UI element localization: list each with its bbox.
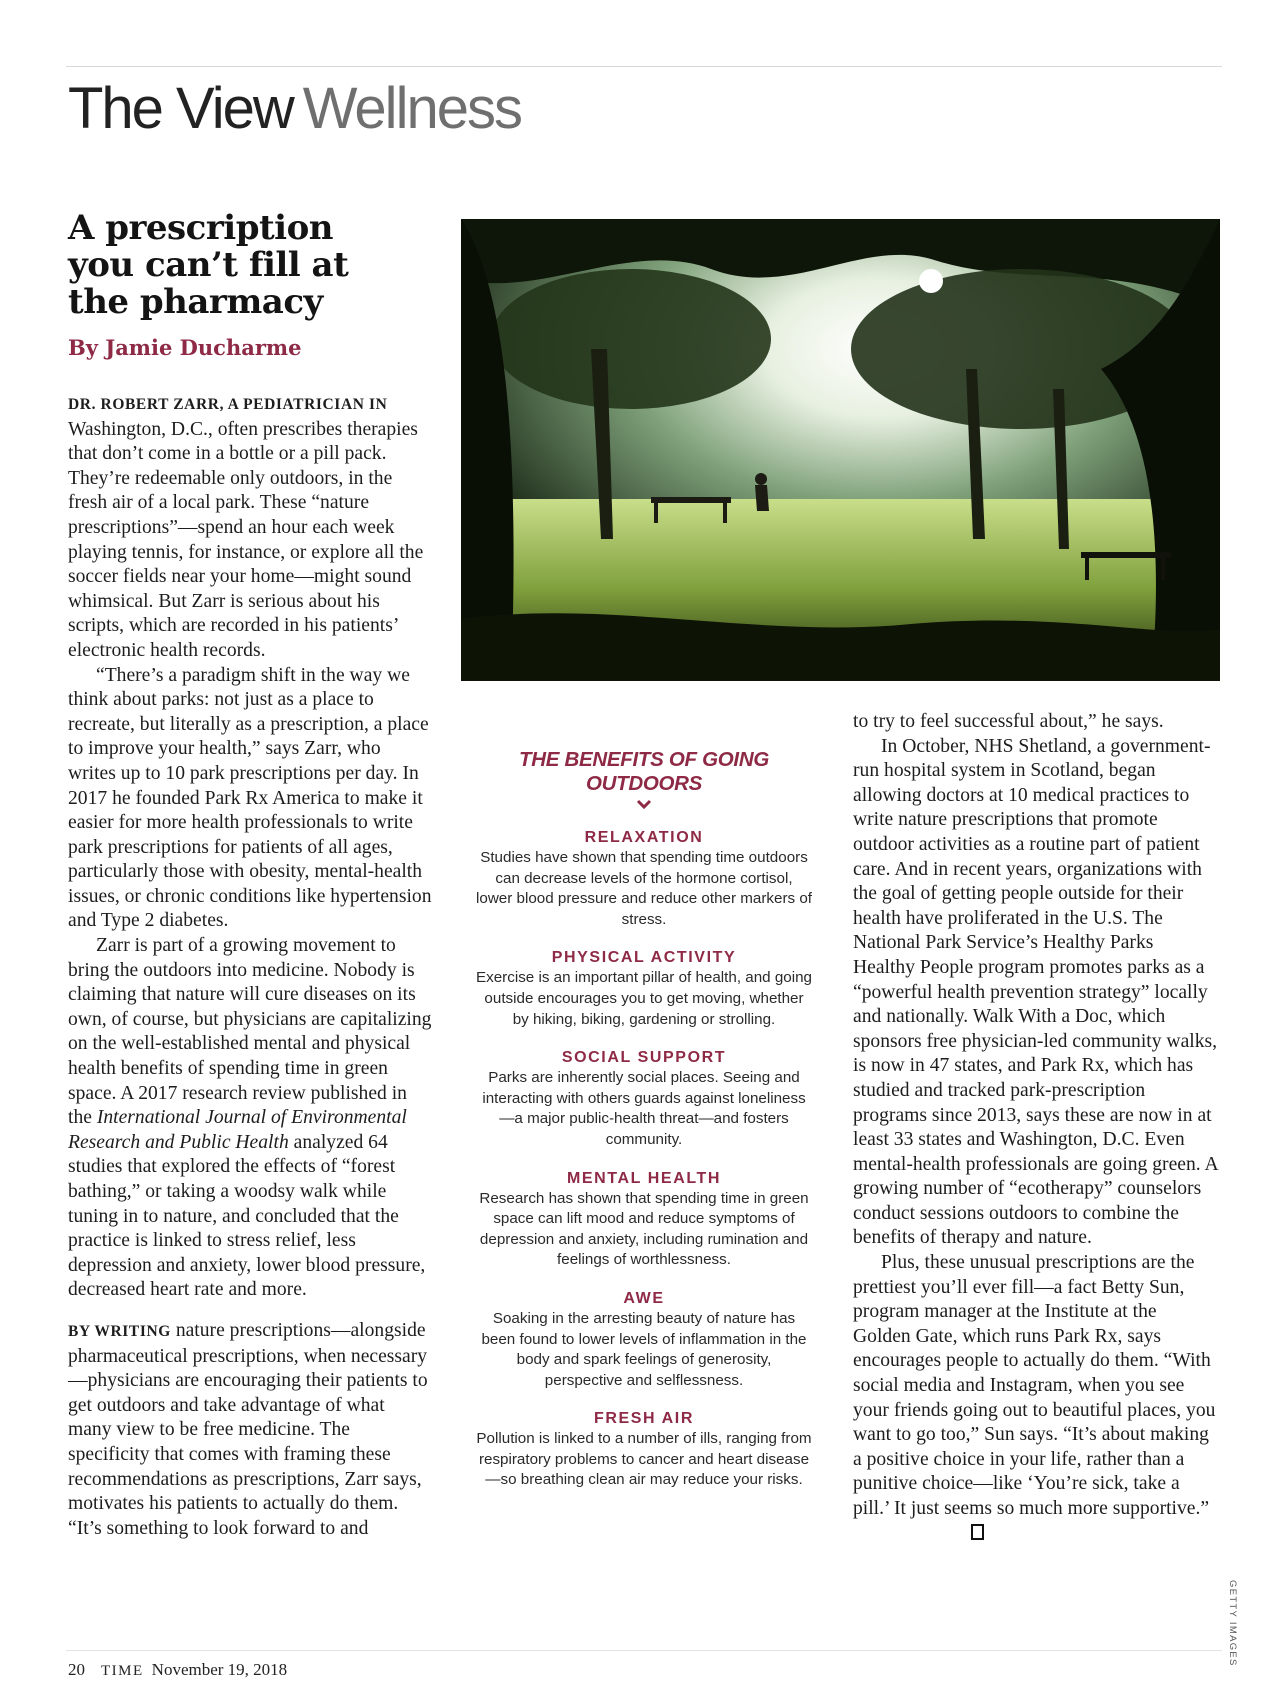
article-headline: A prescription you can’t fill at the pharmacy [68,208,349,322]
benefit-text: Research has shown that spending time in green space can lift mood and reduce symptoms of depression and anxiety, including rumination and feelings of worthlessness. [479,1189,809,1269]
benefit-item [474,1169,814,1271]
park-photo [461,219,1220,681]
benefit-heading: MENTAL HEALTH [566,1169,722,1187]
benefit-heading: SOCIAL SUPPORT [561,1049,727,1067]
issue-date: November 19, 2018 [151,1660,288,1679]
benefit-heading: RELAXATION [584,829,704,846]
bottom-rule [66,1650,1222,1651]
journal-title: International Journal of Environmental Research and Public Health [68,1107,407,1153]
section-name: The View [68,76,293,141]
benefit-text: Studies have shown that spending time outdoors can decrease levels of the hormone cortisol, lower blood pressure and reduce other markers of stress. [476,849,812,928]
lead-in: BY WRITING [68,1322,171,1340]
paragraph: Zarr is part of a growing movement to bring the outdoors into medicine. Nobody is claiming that nature will cure diseases on its own, of course, but physicians are capitalizing on the well-established mental and physical health benefits of spending time in green space. A 2017 research review published in the International Journal of Environmental Research and Public Health analyzed 64 studies that explored the effects of “forest bathing,” or taking a woodsy walk while tuning in to nature, and concluded that the practice is linked to stress relief, less depression and anxiety, lower blood pressure, decreased heart rate and more. [68,935,432,1301]
benefit-item [474,1289,814,1391]
page-number: 20 [68,1660,85,1679]
benefit-item [474,1409,814,1491]
benefit-item [474,948,814,1030]
photo-credit: GETTY IMAGES [1227,1580,1238,1667]
benefit-text: Exercise is an important pillar of health, and going outside encourages you to get moving, whether by hiking, biking, gardening or strolling. [476,969,813,1028]
byline: By Jamie Ducharme [68,335,302,360]
benefit-item [474,1048,814,1150]
page-footer [68,1660,287,1680]
benefit-text: Parks are inherently social places. Seeing and interacting with others guards against loneliness—a major public-health threat—and fosters community. [482,1069,806,1148]
paragraph: “There’s a paradigm shift in the way we think about parks: not just as a place to recreate, but literally as a prescription, a place to improve your health,” says Zarr, who writes up to 10 park prescriptions per day. In 2017 he founded Park Rx America to make it easier for more health professionals to write park prescriptions for patients of all ages, particularly those with obesity, mental-health issues, or chronic conditions like hypertension and Type 2 diabetes. [68,664,432,932]
benefits-sidebar [474,748,814,1491]
end-mark-icon [971,1524,984,1540]
paragraph: BY WRITING nature prescriptions—alongside pharmaceutical prescriptions, when necessary—physicians are encouraging their patients to get outdoors and take advantage of what many view to be free medicine. The specificity that comes with framing these recommendations as prescriptions, Zarr says, motivates his patients to actually do them. “It’s something to look forward to and [68,1319,428,1539]
section-header [68,74,521,144]
benefit-text: Soaking in the arresting beauty of nature has been found to lower levels of inflammation in the body and spark feelings of generosity, perspective and selflessness. [481,1309,807,1389]
benefit-item [474,828,814,930]
lead-in: DR. ROBERT ZARR, A PEDIATRICIAN IN [68,396,388,413]
top-rule [66,66,1222,67]
sidebar-title: THE BENEFITS OF GOING OUTDOORS [519,748,769,795]
article-column-1 [68,392,433,1541]
paragraph: to try to feel successful about,” he says. [853,711,1164,732]
paragraph: DR. ROBERT ZARR, A PEDIATRICIAN IN Washington, D.C., often prescribes therapies that don’t come in a bottle or a pill pack. They’re redeemable only outdoors, in the fresh air of a local park. These “nature prescriptions”—spend an hour each week playing tennis, for instance, or explore all the soccer fields near your home—might sound whimsical. But Zarr is serious about his scripts, which are recorded in his patients’ electronic health records. [68,396,424,661]
magazine-name: TIME [101,1663,144,1679]
section-subname: Wellness [302,76,521,141]
benefit-heading: FRESH AIR [593,1410,695,1428]
article-column-3 [853,710,1219,1546]
benefit-heading: PHYSICAL ACTIVITY [551,949,737,967]
chevron-down-icon [635,798,653,810]
paragraph: In October, NHS Shetland, a government-run hospital system in Scotland, began allowing doctors at 10 medical practices to write nature prescriptions that promote outdoor activities as a routine part of patient care. And in recent years, organizations with the goal of getting people outside for their health have proliferated in the U.S. The National Park Service’s Healthy Parks Healthy People program promotes parks as a “powerful health prevention strategy” locally and nationally. Walk With a Doc, which sponsors free physician-led community walks, is now in 47 states, and Park Rx, which has studied and tracked park-prescription programs since 2013, says these are now in at least 33 states and Washington, D.C. Even mental-health professionals are going green. A growing number of “ecotherapy” counselors conduct sessions outdoors to combine the benefits of therapy and nature. [853,735,1218,1249]
paragraph: Plus, these unusual prescriptions are the prettiest you’ll ever fill—a fact Betty Sun, program manager at the Institute at the Golden Gate, which runs Park Rx, says encourages people to actually do them. “With social media and Instagram, when you see your friends going out to beautiful places, you want to go too,” Sun says. “It’s about making a positive choice in your life, rather than a punitive choice—like ‘You’re sick, take a pill.’ It just seems so much more supportive.” [853,1251,1219,1546]
benefit-heading: AWE [623,1289,665,1307]
benefit-text: Pollution is linked to a number of ills, ranging from respiratory problems to cancer and heart disease—so breathing clean air may reduce your risks. [476,1430,812,1489]
